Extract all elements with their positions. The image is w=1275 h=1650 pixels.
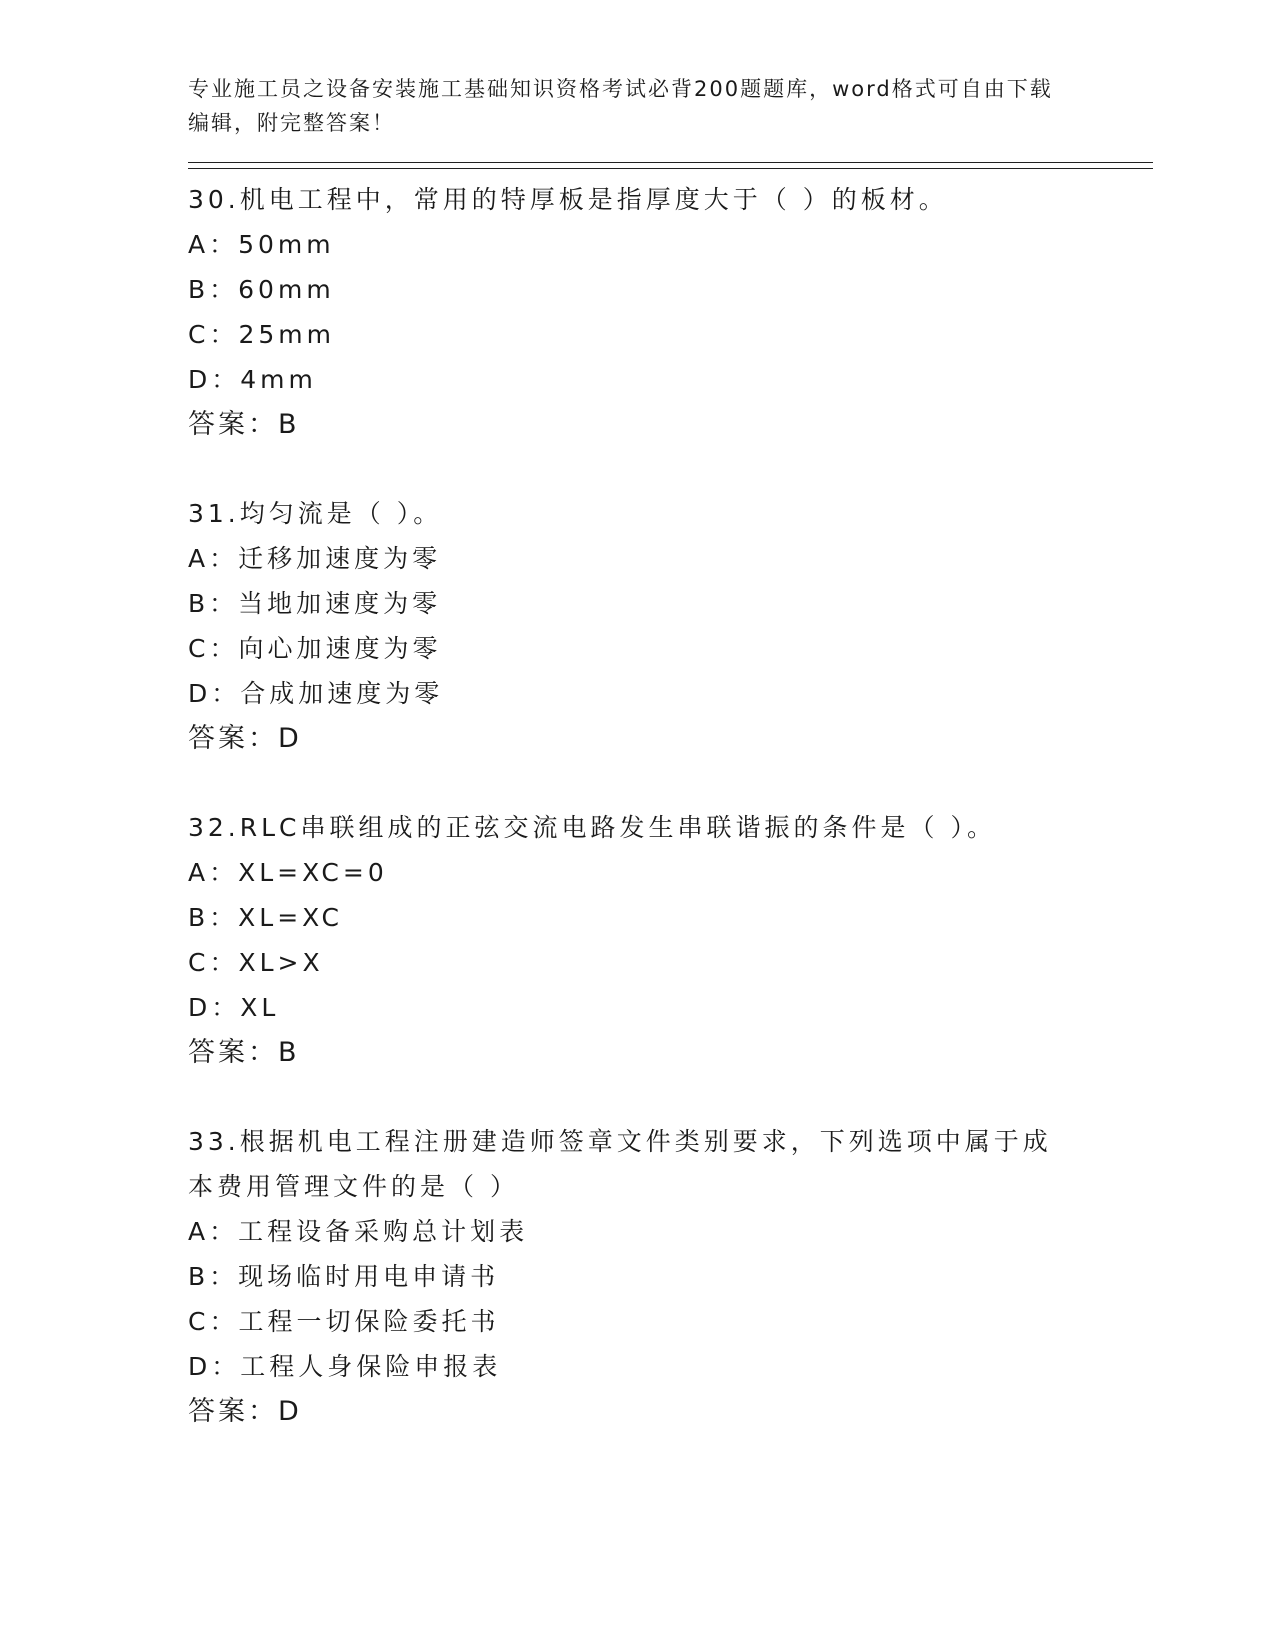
option-a: [188, 536, 1153, 581]
option-key: B：: [188, 275, 239, 304]
option-key: A：: [188, 544, 239, 573]
option-text: 当地加速度为零: [238, 589, 442, 618]
option-key: D：: [188, 365, 241, 394]
document-page: [188, 72, 1153, 1434]
option-key: D：: [188, 1352, 241, 1381]
question-stem: 31.均匀流是（ ）。: [188, 499, 443, 528]
option-text: 工程一切保险委托书: [238, 1307, 500, 1336]
option-a: [188, 850, 1153, 895]
option-text: 现场临时用电申请书: [238, 1262, 500, 1291]
option-key: A：: [188, 230, 239, 259]
option-list: [188, 850, 1153, 1030]
option-key: C：: [188, 948, 239, 977]
option-key: D：: [188, 993, 241, 1022]
option-key: A：: [188, 1217, 239, 1246]
question-stem: 32.RLC串联组成的正弦交流电路发生串联谐振的条件是（ ）。: [188, 813, 996, 842]
answer-label: 答案：B: [188, 409, 300, 440]
answer-label: 答案：D: [188, 1396, 302, 1427]
option-a: [188, 1209, 1153, 1254]
option-text: 50mm: [238, 230, 335, 259]
option-key: C：: [188, 320, 239, 349]
question-31: [188, 491, 1153, 761]
option-d: [188, 985, 1153, 1030]
header-divider: [188, 162, 1153, 169]
option-list: [188, 222, 1153, 402]
option-key: B：: [188, 903, 239, 932]
question-stem: 33.根据机电工程注册建造师签章文件类别要求，下列选项中属于成本费用管理文件的是（ ）: [188, 1127, 1052, 1201]
answer-label: 答案：D: [188, 723, 302, 754]
option-key: B：: [188, 1262, 239, 1291]
answer-label: 答案：B: [188, 1037, 300, 1068]
option-text: 工程设备采购总计划表: [238, 1217, 529, 1246]
question-33: [188, 1119, 1153, 1434]
option-text: XL=XC: [238, 903, 343, 932]
option-text: XL: [240, 993, 280, 1022]
option-b: [188, 267, 1153, 312]
option-text: 向心加速度为零: [238, 634, 442, 663]
option-key: D：: [188, 679, 241, 708]
option-a: [188, 222, 1153, 267]
option-text: 工程人身保险申报表: [240, 1352, 502, 1381]
option-d: [188, 671, 1153, 716]
option-list: [188, 1209, 1153, 1389]
option-c: [188, 626, 1153, 671]
option-c: [188, 940, 1153, 985]
option-text: XL=XC=0: [238, 858, 388, 887]
option-key: C：: [188, 1307, 239, 1336]
option-key: B：: [188, 589, 239, 618]
option-text: 25mm: [238, 320, 335, 349]
option-text: 4mm: [240, 365, 317, 394]
option-d: [188, 1344, 1153, 1389]
question-32: [188, 805, 1153, 1075]
option-text: 合成加速度为零: [240, 679, 444, 708]
option-b: [188, 581, 1153, 626]
option-key: A：: [188, 858, 239, 887]
option-c: [188, 312, 1153, 357]
question-30: [188, 177, 1153, 447]
option-text: 60mm: [238, 275, 335, 304]
document-header: 专业施工员之设备安装施工基础知识资格考试必背200题题库，word格式可自由下载编辑，附完整答案！: [188, 77, 1053, 135]
option-list: [188, 536, 1153, 716]
option-b: [188, 1254, 1153, 1299]
option-b: [188, 895, 1153, 940]
option-text: 迁移加速度为零: [238, 544, 442, 573]
question-stem: 30.机电工程中，常用的特厚板是指厚度大于（ ）的板材。: [188, 185, 948, 214]
option-key: C：: [188, 634, 239, 663]
option-c: [188, 1299, 1153, 1344]
option-d: [188, 357, 1153, 402]
option-text: XL>X: [238, 948, 324, 977]
